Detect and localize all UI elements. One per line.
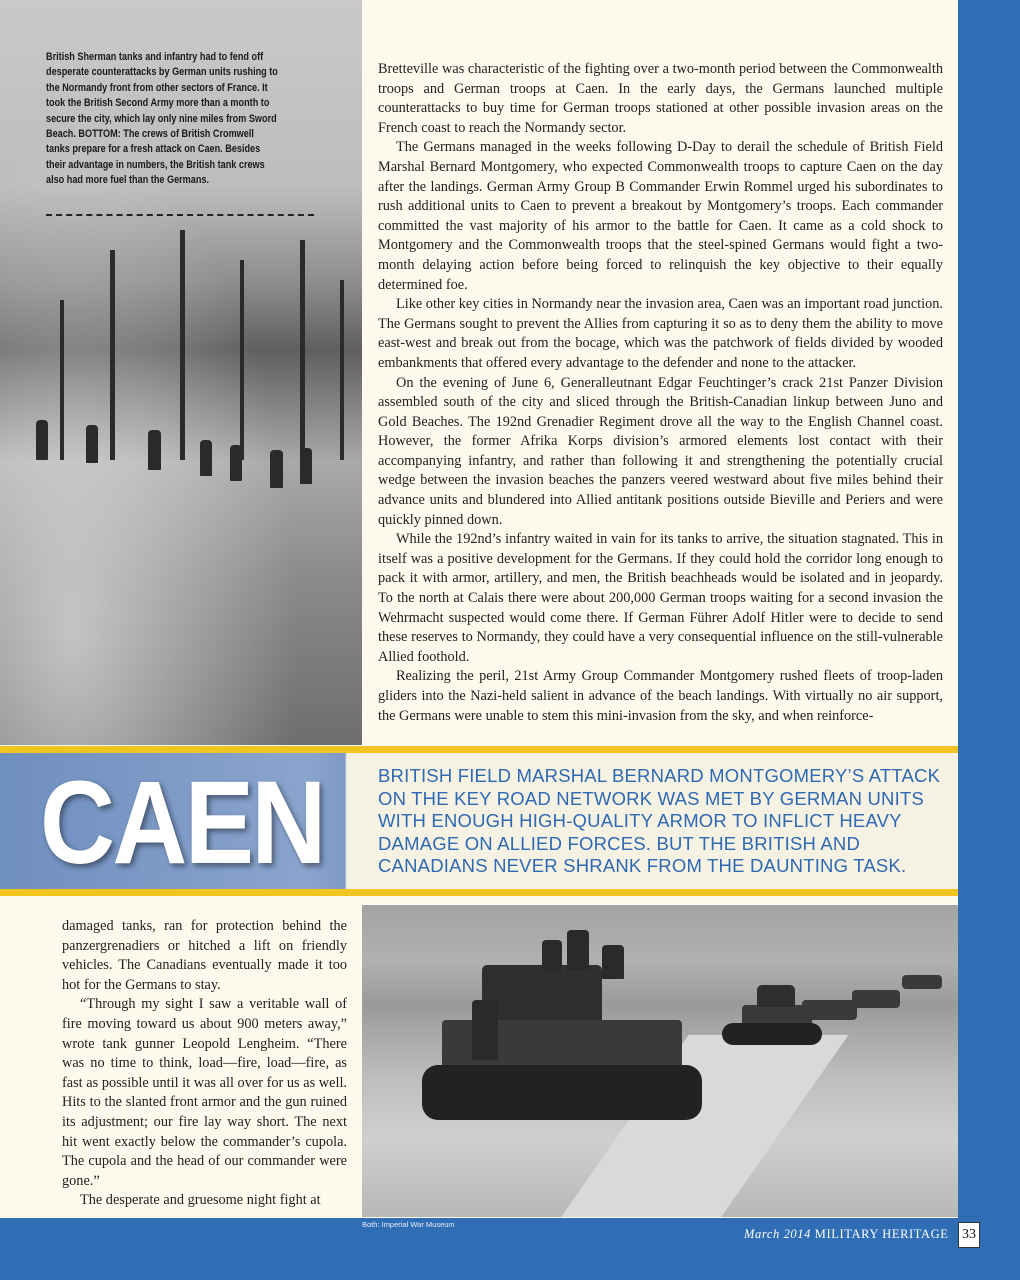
photo-tree (110, 250, 115, 460)
photo-soldier (86, 425, 98, 463)
photo-tree (60, 300, 64, 460)
article-paragraph: While the 192nd’s infantry waited in vain for its tanks to arrive, the situation stagnated. This in itself was a positive development for the Germans. If they could hold the corridor long enough to pack it with armor, artillery, and men, the British beachheads would be isolated and in jeopardy. To the north at Calais there were about 200,000 German troops waiting for a second invasion the Wehrmacht suspected would come there. If German Führer Adolf Hitler were to decide to send these reserves to Normandy, they could have a very consequential influence on the still-vulnerable Allied foothold. (378, 531, 943, 665)
photo-tree (300, 240, 305, 460)
bottom-photo-tanks (362, 905, 958, 1217)
article-paragraph: On the evening of June 6, Generalleutnant Edgar Feuchtinger’s crack 21st Panzer Division assembled south of the city and sliced through the British-Canadian linkup between Juno and Gold Beaches. The 192nd Grenadier Regiment drove all the way to the English Channel coast. However, the former Afrika Korps division’s armored elements lost contact with their accompanying infantry, and rather than following it and strengthening the potentially crucial wedge between the invasion beaches the panzers veered westward about five miles behind their advance units and blundered into Allied antitank positions outside Bieville and Periers and were quickly pinned down. (378, 374, 943, 528)
photo-tank (482, 965, 602, 1025)
issue-date: March 2014 (744, 1227, 811, 1241)
article-deck: BRITISH FIELD MARSHAL BERNARD MONTGOMERY’S ATTACK ON THE KEY ROAD NETWORK WAS MET BY GERMAN UNITS WITH ENOUGH HIGH-QUALITY ARMOR TO INFLICT HEAVY DAMAGE ON ALLIED FORCES. BUT THE BRITISH AND CANADIANS NEVER SHRANK FROM THE DAUNTING TASK. (378, 765, 941, 877)
article-paragraph: “Through my sight I saw a veritable wall of fire moving toward us about 900 meters away,” wrote tank gunner Leopold Lengheim. “There was no time to think, load—fire, load—fire, as fast as possible until it was all over for us as well. Hits to the slanted front armor and the gun ruined its adjustment; our fire lay way short. The next hit went exactly below the commander’s cupola. The cupola and the head of our commander were gone.” (62, 996, 347, 1189)
photo-tank (852, 990, 900, 1008)
photo-soldier (148, 430, 161, 470)
photo-tree (240, 260, 244, 460)
article-paragraph: Realizing the peril, 21st Army Group Commander Montgomery rushed fleets of troop-laden gliders into the Nazi-held salient in advance of the beach landings. With virtually no air support, the Germans were unable to stem this mini-invasion from the sky, and when reinforce- (378, 668, 943, 724)
photo-soldier (472, 1000, 498, 1060)
photo-tree (180, 230, 185, 460)
main-article-column (378, 60, 943, 726)
photo-soldier (542, 940, 562, 972)
running-footer (744, 1227, 949, 1242)
article-paragraph: damaged tanks, ran for protection behind the panzergrenadiers or hitched a lift on friendly vehicles. The Canadians eventually made it too hot for the Germans to stay. (62, 918, 347, 993)
right-color-stripe (958, 0, 1020, 1280)
photo-soldier (602, 945, 624, 979)
page-number: 33 (958, 1222, 980, 1248)
photo-tank (902, 975, 942, 989)
article-paragraph: The Germans managed in the weeks following D-Day to derail the schedule of British Field Marshal Bernard Montgomery, who expected Commonwealth troops to capture Caen on the day after the landings. German Army Group B Commander Erwin Rommel urged his subordinates to rush additional units to Caen to prevent a breakout by Montgomery’s troops. Each commander committed the vast majority of his armor to the battle for Caen. It came as a cold shock to Montgomery and the Commonwealth troops that the steel-spined Germans would fight a two-month delaying action before being forced to relinquish the key objective to their equally determined foe. (378, 139, 943, 293)
photo-soldier (230, 445, 242, 481)
article-paragraph: Bretteville was characteristic of the fighting over a two-month period between the Commonwealth troops and German troops at Caen. In the early days, the Germans launched multiple counterattacks to buy time for German troops stationed at other possible invasion areas on the French coast to reach the Normandy sector. (378, 61, 943, 136)
top-photo-infantry (0, 0, 362, 745)
article-paragraph: Like other key cities in Normandy near the invasion area, Caen was an important road junction. The Germans sought to prevent the Allies from capturing it so as to deny them the ability to move east-west and break out from the bocage, which was the patchwork of fields divided by wooded embankments that offered every advantage to the defender and none to the attacker. (378, 296, 943, 371)
photo-soldier (567, 930, 589, 970)
article-paragraph: The desperate and gruesome night fight at (80, 1192, 321, 1209)
photo-soldier (200, 440, 212, 476)
magazine-name: MILITARY HERITAGE (814, 1227, 949, 1241)
caption-divider (46, 214, 314, 216)
photo-tank (722, 1023, 822, 1045)
photo-credit: Both: Imperial War Museum (362, 1220, 455, 1229)
photo-soldier (270, 450, 283, 488)
article-title: CAEN (40, 757, 324, 889)
top-photo-caption: British Sherman tanks and infantry had to fend off desperate counterattacks by German units rushing to the Normandy front from other sectors of France. It took the British Second Army more than a month to secure the city, which lay only nine miles from Sword Beach. BOTTOM: The crews of British Cromwell tanks prepare for a fresh attack on Caen. Besides their advantage in numbers, the British tank crews also had more fuel than the Germans. (46, 51, 278, 187)
banner-top-rule (0, 746, 958, 753)
photo-soldier (300, 448, 312, 484)
photo-tank (422, 1065, 702, 1120)
bottom-article-column (62, 917, 347, 1211)
banner-bottom-rule (0, 889, 958, 896)
photo-soldier (36, 420, 48, 460)
photo-tank (757, 985, 795, 1007)
photo-tree (340, 280, 344, 460)
